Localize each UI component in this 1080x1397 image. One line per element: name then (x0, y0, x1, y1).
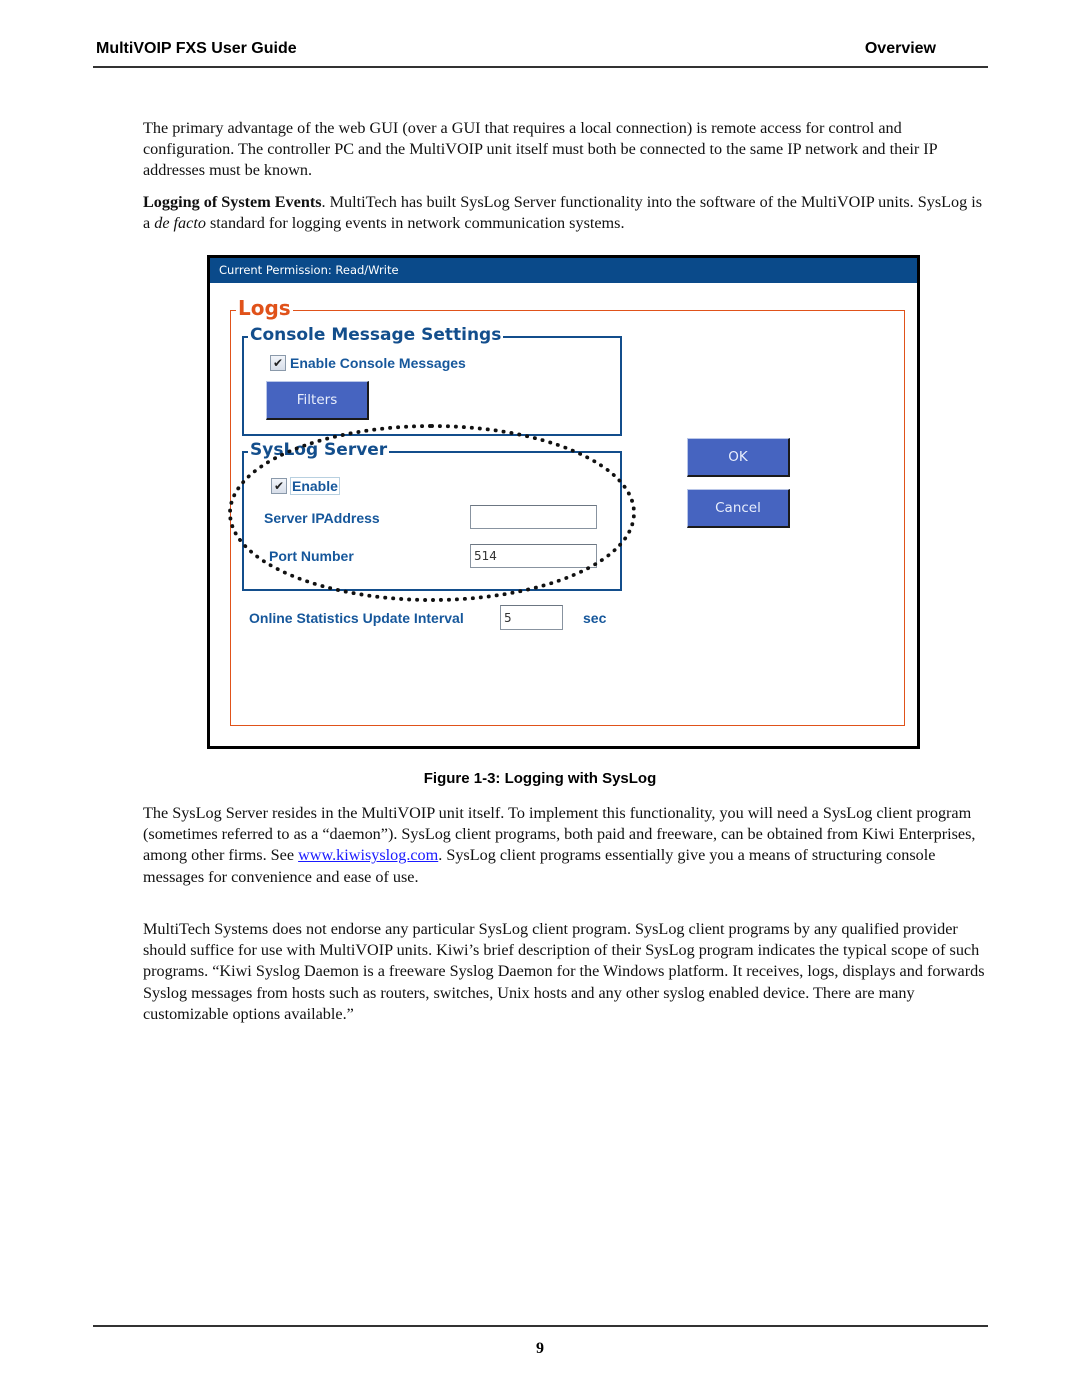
logging-text-a: . MultiTech has built SysLog Server functionality into the software of the MultiVOIP units. SysLog is a (143, 193, 983, 233)
logging-heading: Logging of System Events (143, 193, 322, 211)
enable-syslog-checkbox[interactable]: ✔ (271, 478, 287, 494)
figure-caption: Figure 1-3: Logging with SysLog (423, 770, 657, 787)
running-header-section: Overview (864, 40, 936, 57)
syslog-server-fieldset (242, 440, 622, 591)
port-number-input[interactable] (470, 544, 597, 568)
filters-button[interactable]: Filters (266, 381, 369, 420)
console-message-settings-fieldset (242, 325, 622, 436)
server-ip-address-input[interactable] (470, 505, 597, 529)
console-settings-title: Console Message Settings (250, 325, 502, 345)
paragraph-endorsement: MultiTech Systems does not endorse any particular SysLog client program. SysLog client programs by any qualified provider should suffice for use with MultiVOIP units. Kiwi’s brief description of their SysLog program indicates the typical scope of such programs. “Kiwi Syslog Daemon is a freeware Syslog Daemon for the Windows platform. It receives, logs, displays and forwards Syslog messages from hosts such as routers, switches, Unix hosts and any other syslog enabled device. There are many customizable options available.” (143, 920, 985, 1023)
paragraph-syslog-server (143, 803, 988, 888)
logs-title: Logs (238, 296, 291, 320)
kiwisyslog-link[interactable]: www.kiwisyslog.com (298, 846, 439, 865)
footer-rule (93, 1325, 988, 1327)
online-statistics-interval-label: Online Statistics Update Interval (249, 610, 464, 626)
page-number: 9 (536, 1340, 544, 1357)
syslog-text-a: The SysLog Server resides in the MultiVOIP unit itself. To implement this functionality, you will need a SysLog client program (sometimes referred to as a “daemon”). SysLog client programs, both paid and freeware, can be obtained from Kiwi Enterprises, among other firms. See (143, 804, 976, 865)
enable-syslog-label[interactable]: Enable (292, 478, 338, 494)
ok-button[interactable]: OK (687, 438, 790, 477)
permission-bar: Current Permission: Read/Write (210, 258, 917, 283)
port-number-label: Port Number (269, 548, 354, 564)
enable-console-messages-checkbox[interactable]: ✔ (270, 355, 286, 371)
header-rule (93, 66, 988, 68)
paragraph-web-gui: The primary advantage of the web GUI (over a GUI that requires a local connection) is remote access for control and configuration. The controller PC and the MultiVOIP unit itself must both be connected to the same IP network and their IP addresses must be known. (143, 119, 938, 180)
interval-unit-label: sec (583, 610, 607, 626)
online-statistics-interval-input[interactable] (500, 605, 563, 630)
logging-italic: de facto (154, 214, 206, 233)
syslog-server-title: SysLog Server (250, 440, 388, 460)
paragraph-logging (143, 192, 988, 234)
running-header-title: MultiVOIP FXS User Guide (96, 40, 297, 57)
server-ip-address-label: Server IPAddress (264, 510, 380, 526)
enable-console-messages-label[interactable]: Enable Console Messages (290, 355, 466, 371)
logs-screenshot-figure (207, 255, 920, 749)
logging-text-b: standard for logging events in network communication systems. (205, 214, 625, 233)
syslog-text-b: . SysLog client programs essentially give you a means of structuring console messages for convenience and ease of use. (143, 846, 936, 886)
cancel-button[interactable]: Cancel (687, 489, 790, 528)
